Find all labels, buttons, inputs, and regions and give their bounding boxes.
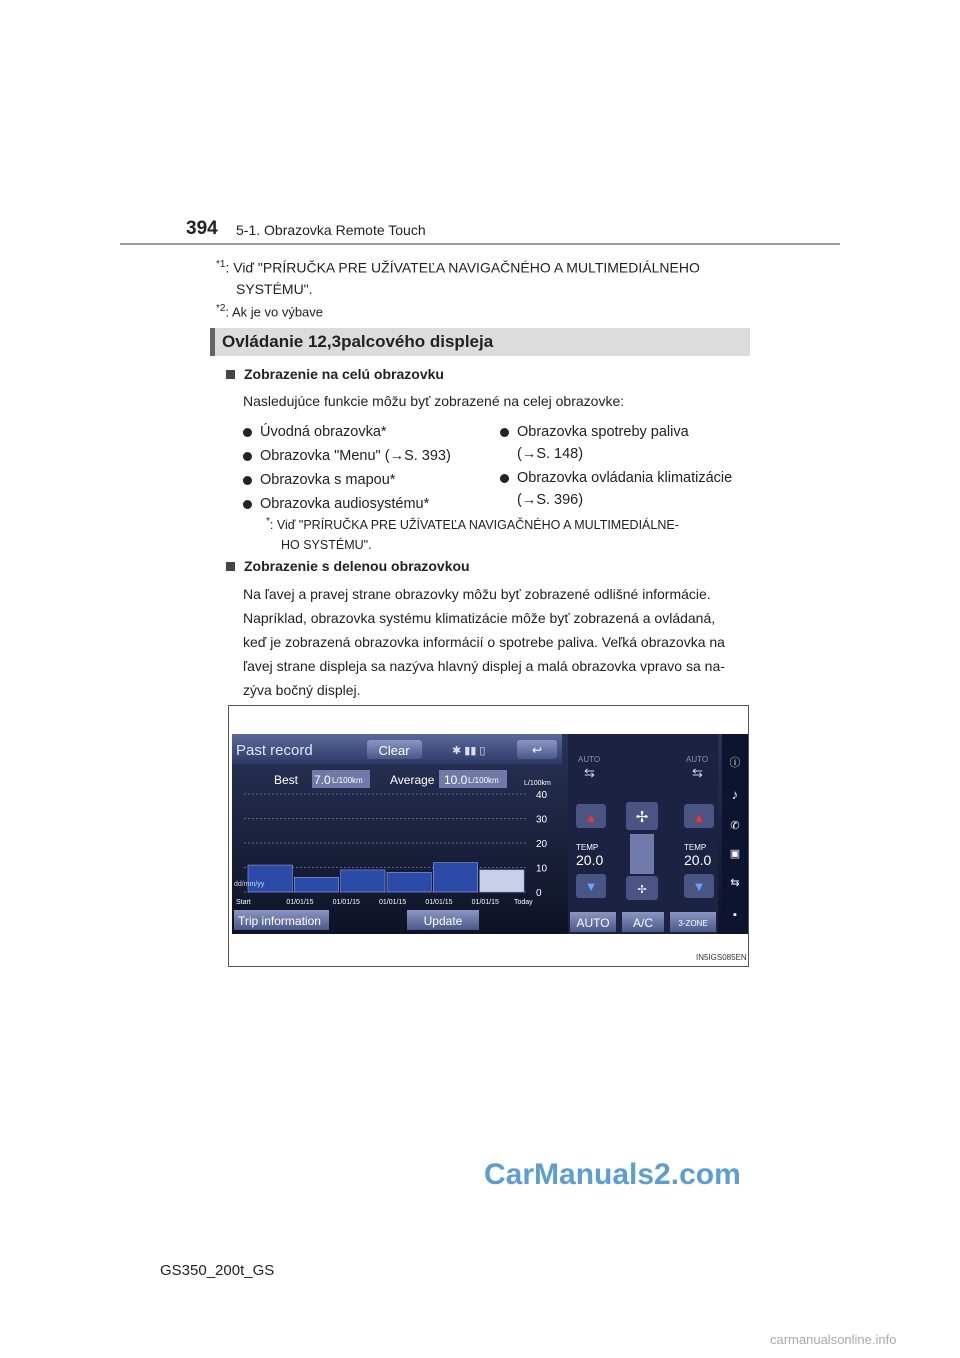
up-arrow-icon: ▲ [692, 810, 706, 825]
chart-bar [387, 872, 431, 892]
display-screen [232, 734, 748, 934]
chart-bar [294, 877, 338, 892]
chart-bar [480, 870, 524, 892]
trip-information-label: Trip information [238, 914, 321, 928]
auto-button-label: AUTO [576, 916, 610, 930]
airflow-right-icon[interactable]: ⇆ [692, 765, 703, 780]
music-icon[interactable]: ♪ [731, 787, 739, 802]
climate-icon[interactable]: ⇆ [730, 877, 740, 889]
x-tick-label: 01/01/15 [425, 899, 453, 906]
bullet-list-right: Obrazovka spotreby paliva (→S. 148) Obrazovka ovládania klimatizácie (→S. 396) [500, 421, 750, 511]
auto-right: AUTO [686, 755, 709, 764]
fan-icon: ✢ [637, 884, 647, 896]
down-arrow-icon: ▼ [584, 879, 598, 894]
zone-button-label: 3-ZONE [678, 919, 708, 928]
back-arrow-icon: ↩ [531, 743, 543, 757]
y-tick-label: 0 [536, 888, 542, 899]
update-label: Update [423, 914, 463, 928]
watermark: CarManuals2.com [484, 1158, 741, 1191]
image-code: IN5IGS085EN [696, 953, 747, 962]
chart-bar [341, 870, 385, 892]
section-title: 5-1. Obrazovka Remote Touch [236, 222, 426, 238]
footnote-1: $^{*1}$: Viď "PRÍRUČKA PRE UŽÍVATEĽA NAVIGAČNÉHO A MULTIMEDIÁLNEHO SYSTÉMU". [216, 259, 700, 297]
note: *: Viď "PRÍRUČKA PRE UŽÍVATEĽA NAVIGAČNÉHO A MULTIMEDIÁLNE- HO SYSTÉMU". [266, 516, 679, 553]
bullet-list-left: Úvodná obrazovka* Obrazovka "Menu" (→S. 393) Obrazovka s mapou* Obrazovka audiosystému* [243, 421, 493, 515]
up-arrow-icon: ▲ [584, 810, 598, 825]
y-tick-label: 10 [536, 863, 548, 875]
fan-level-bar [630, 834, 654, 874]
x-tick-label: Start [236, 899, 251, 906]
bullet-icon [500, 474, 509, 483]
date-format: dd/mm/yy [234, 881, 265, 888]
airflow-left-icon[interactable]: ⇆ [584, 765, 595, 780]
temp-right-label: TEMP [684, 843, 707, 852]
average-value: 10.0 [444, 773, 468, 787]
info-icon[interactable]: ⓘ [729, 757, 741, 769]
square-bullet-icon [226, 370, 235, 379]
header-rule [120, 243, 840, 245]
ac-button-label: A/C [632, 916, 654, 930]
heading: Ovládanie 12,3palcového displeja [222, 332, 494, 351]
bullet-icon [243, 452, 252, 461]
temp-right-value: 20.0 [684, 852, 712, 868]
clear-button-label: Clear [378, 743, 410, 758]
y-tick-label: 40 [536, 790, 548, 801]
y-tick-label: 30 [536, 814, 548, 826]
x-tick-label: 01/01/15 [332, 899, 360, 906]
square-bullet-icon [226, 562, 235, 571]
subheading-fullscreen: Zobrazenie na celú obrazovku [226, 366, 444, 382]
bullet-icon [243, 428, 252, 437]
screen-title: Past record [236, 742, 313, 759]
y-tick-label: 20 [536, 839, 548, 850]
footer-model: GS350_200t_GS [160, 1262, 275, 1279]
best-unit: L/100km [332, 776, 363, 785]
watermark-site: carmanualsonline.info [770, 1332, 897, 1347]
down-arrow-icon: ▼ [692, 879, 706, 894]
temp-left-value: 20.0 [576, 852, 604, 868]
temp-left-label: TEMP [576, 843, 599, 852]
screen-icon[interactable]: ▪ [733, 909, 737, 921]
bullet-icon [243, 500, 252, 509]
x-tick-label: 01/01/15 [379, 899, 407, 906]
split-paragraph: Na ľavej a pravej strane obrazovky môžu byť zobrazené odlišné informácie. Napríklad, obrazovka systému klimatizácie môže byť zobrazená a ovládaná, keď je zobrazená obrazovka informácií o spotrebe paliva. Veľká obrazovka na ľavej strane displeja sa nazýva hlavný displej a malá obrazovka vpravo sa na- zýva bočný displej. [243, 586, 725, 698]
intro-text: Nasledujúce funkcie môžu byť zobrazené na celej obrazovke: [243, 393, 625, 409]
x-tick-label: 01/01/15 [286, 899, 314, 906]
fan-icon: ✢ [635, 809, 649, 826]
axis-unit: L/100km [524, 780, 551, 787]
image-icon[interactable]: ▣ [729, 848, 741, 860]
x-tick-label: Today [514, 899, 533, 906]
phone-icon[interactable]: ✆ [730, 820, 740, 832]
bullet-icon [500, 428, 509, 437]
status-icons: ✱ ▮▮ ▯ [452, 745, 486, 757]
bullet-icon [243, 476, 252, 485]
chart-bar [433, 863, 477, 892]
average-unit: L/100km [468, 776, 499, 785]
best-label: Best [274, 773, 299, 787]
subheading-splitscreen: Zobrazenie s delenou obrazovkou [226, 558, 470, 574]
footnote-2: $^{*2}$: Ak je vo výbave [216, 303, 324, 320]
page-number: 394 [186, 218, 218, 239]
average-label: Average [390, 773, 435, 787]
auto-left: AUTO [578, 755, 601, 764]
best-value: 7.0 [314, 773, 331, 787]
x-tick-label: 01/01/15 [471, 899, 499, 906]
